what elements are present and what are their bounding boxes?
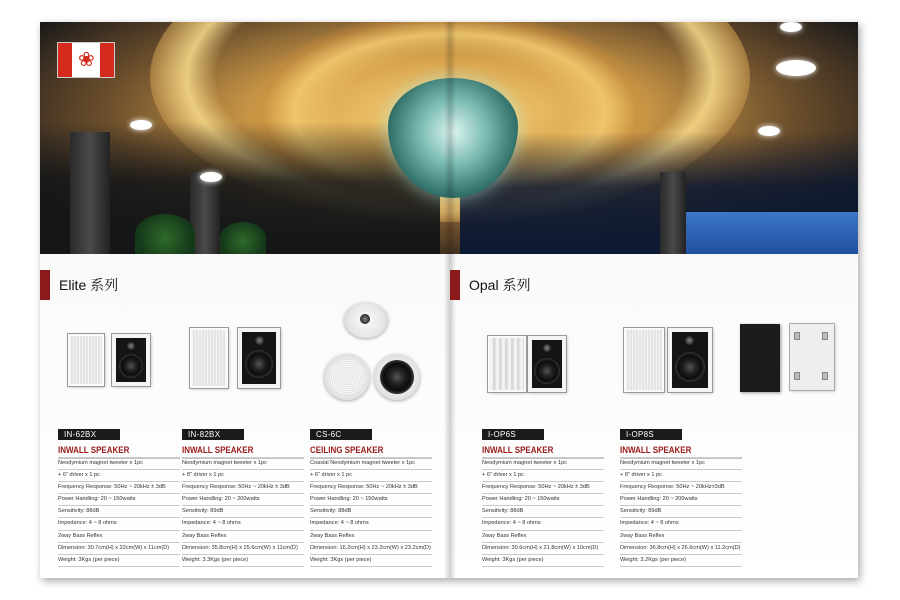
spec-line: Sensitivity: 89dB [182, 506, 304, 518]
spec-line: 2way Bass Reflex [58, 531, 180, 543]
spec-line: + 6" driver x 1 pc [58, 470, 180, 482]
spec-line: + 8" driver x 1 pc [620, 470, 742, 482]
spec-line: Neodymium magnet tweeter x 1pc [182, 458, 304, 470]
spec-line: Frequency Response: 50Hz ~ 20kHz ± 3dB [482, 482, 604, 494]
spec-line: Weight: 3.2Kgs (per piece) [620, 555, 742, 567]
product-type: INWALL SPEAKER [620, 445, 742, 458]
product-in-62bx [58, 314, 180, 567]
model-tag: IN-62BX [58, 429, 120, 440]
aquarium [686, 212, 858, 254]
spec-line: Impedance: 4 ~ 8 ohms [620, 518, 742, 530]
spec-line: Weight: 3Kgs (per piece) [482, 555, 604, 567]
accessory-image [738, 322, 848, 394]
product-image [182, 314, 304, 424]
spec-line: Weight: 3Kgs (per piece) [58, 555, 180, 567]
product-image [310, 314, 432, 424]
spec-line: Impedance: 4 ~ 8 ohms [58, 518, 180, 530]
spec-line: Weight: 3Kgs (per piece) [310, 555, 432, 567]
spec-line: 2way Bass Reflex [310, 531, 432, 543]
spec-line: Dimension: 36.8cm(H) x 26.6cm(W) x 11.2cm(D) [620, 543, 742, 555]
spec-line: 2way Bass Reflex [482, 531, 604, 543]
spec-line: Neodymium magnet tweeter x 1pc [482, 458, 604, 470]
model-tag: CS-6C [310, 429, 372, 440]
spec-line: Impedance: 4 ~ 8 ohms [310, 518, 432, 530]
spec-line: Neodymium magnet tweeter x 1pc [620, 458, 742, 470]
spec-line: Power Handling: 20 ~ 150watts [58, 494, 180, 506]
product-i-op8s [620, 314, 742, 567]
spec-line: Dimension: 30.7cm(H) x 22cm(W) x 11cm(D) [58, 543, 180, 555]
spec-line: Power Handling: 20 ~ 150watts [310, 494, 432, 506]
spec-line: + 6" driver x 1 pc [310, 470, 432, 482]
model-tag: IN-82BX [182, 429, 244, 440]
spec-line: Power Handling: 20 ~ 200watts [620, 494, 742, 506]
spec-line: Power Handling: 20 ~ 200watts [182, 494, 304, 506]
spec-line: Frequency Response: 50Hz ~ 20kHz ± 3dB [58, 482, 180, 494]
product-type: INWALL SPEAKER [58, 445, 180, 458]
spec-line: Neodymium magnet tweeter x 1pc [58, 458, 180, 470]
spec-line: Dimension: 30.6cm(H) x 21.8cm(W) x 10cm(D) [482, 543, 604, 555]
elite-section-title: Elite 系列 [59, 277, 119, 293]
spec-line: Power Handling: 20 ~ 150watts [482, 494, 604, 506]
spec-line: Sensitivity: 88dB [310, 506, 432, 518]
spec-line: Dimension: 35.8cm(H) x 25.6cm(W) x 11cm(D) [182, 543, 304, 555]
spec-line: Dimension: 16.2cm(H) x 23.2cm(W) x 23.2cm(D) [310, 543, 432, 555]
canada-flag-icon: ❀ [57, 42, 115, 78]
product-i-op6s [482, 314, 604, 567]
product-in-82bx [182, 314, 304, 567]
spec-line: Sensitivity: 88dB [482, 506, 604, 518]
spec-line: Sensitivity: 88dB [58, 506, 180, 518]
hero-photo [40, 22, 858, 254]
spec-line: Frequency Response: 50Hz ~ 20kHz ± 3dB [310, 482, 432, 494]
spec-line: Coaxial Neodymium magnet tweeter x 1pc [310, 458, 432, 470]
spec-line: Sensitivity: 89dB [620, 506, 742, 518]
spec-line: + 8" driver x 1 pc [182, 470, 304, 482]
spec-line: 2way Bass Reflex [620, 531, 742, 543]
spec-line: + 6" driver x 1 pc [482, 470, 604, 482]
brochure-spread [40, 22, 858, 578]
product-image [482, 314, 604, 424]
spec-line: Frequency Response: 50Hz ~ 20kHz ± 3dB [182, 482, 304, 494]
opal-section-heading [450, 270, 530, 300]
product-image [58, 314, 180, 424]
spec-line: Impedance: 4 ~ 8 ohms [182, 518, 304, 530]
spec-line: 2way Bass Reflex [182, 531, 304, 543]
opal-section-title: Opal 系列 [469, 277, 531, 293]
model-tag: I-OP6S [482, 429, 544, 440]
product-type: CEILING SPEAKER [310, 445, 432, 458]
model-tag: I-OP8S [620, 429, 682, 440]
product-type: INWALL SPEAKER [482, 445, 604, 458]
elite-section-heading [40, 270, 118, 300]
spec-line: Impedance: 4 ~ 8 ohms [482, 518, 604, 530]
spec-line: Weight: 3.3Kgs (per piece) [182, 555, 304, 567]
product-cs-6c [310, 314, 432, 567]
spec-line: Frequency Response: 50Hz ~ 20kHz±3dB [620, 482, 742, 494]
product-image [620, 314, 742, 424]
product-type: INWALL SPEAKER [182, 445, 304, 458]
